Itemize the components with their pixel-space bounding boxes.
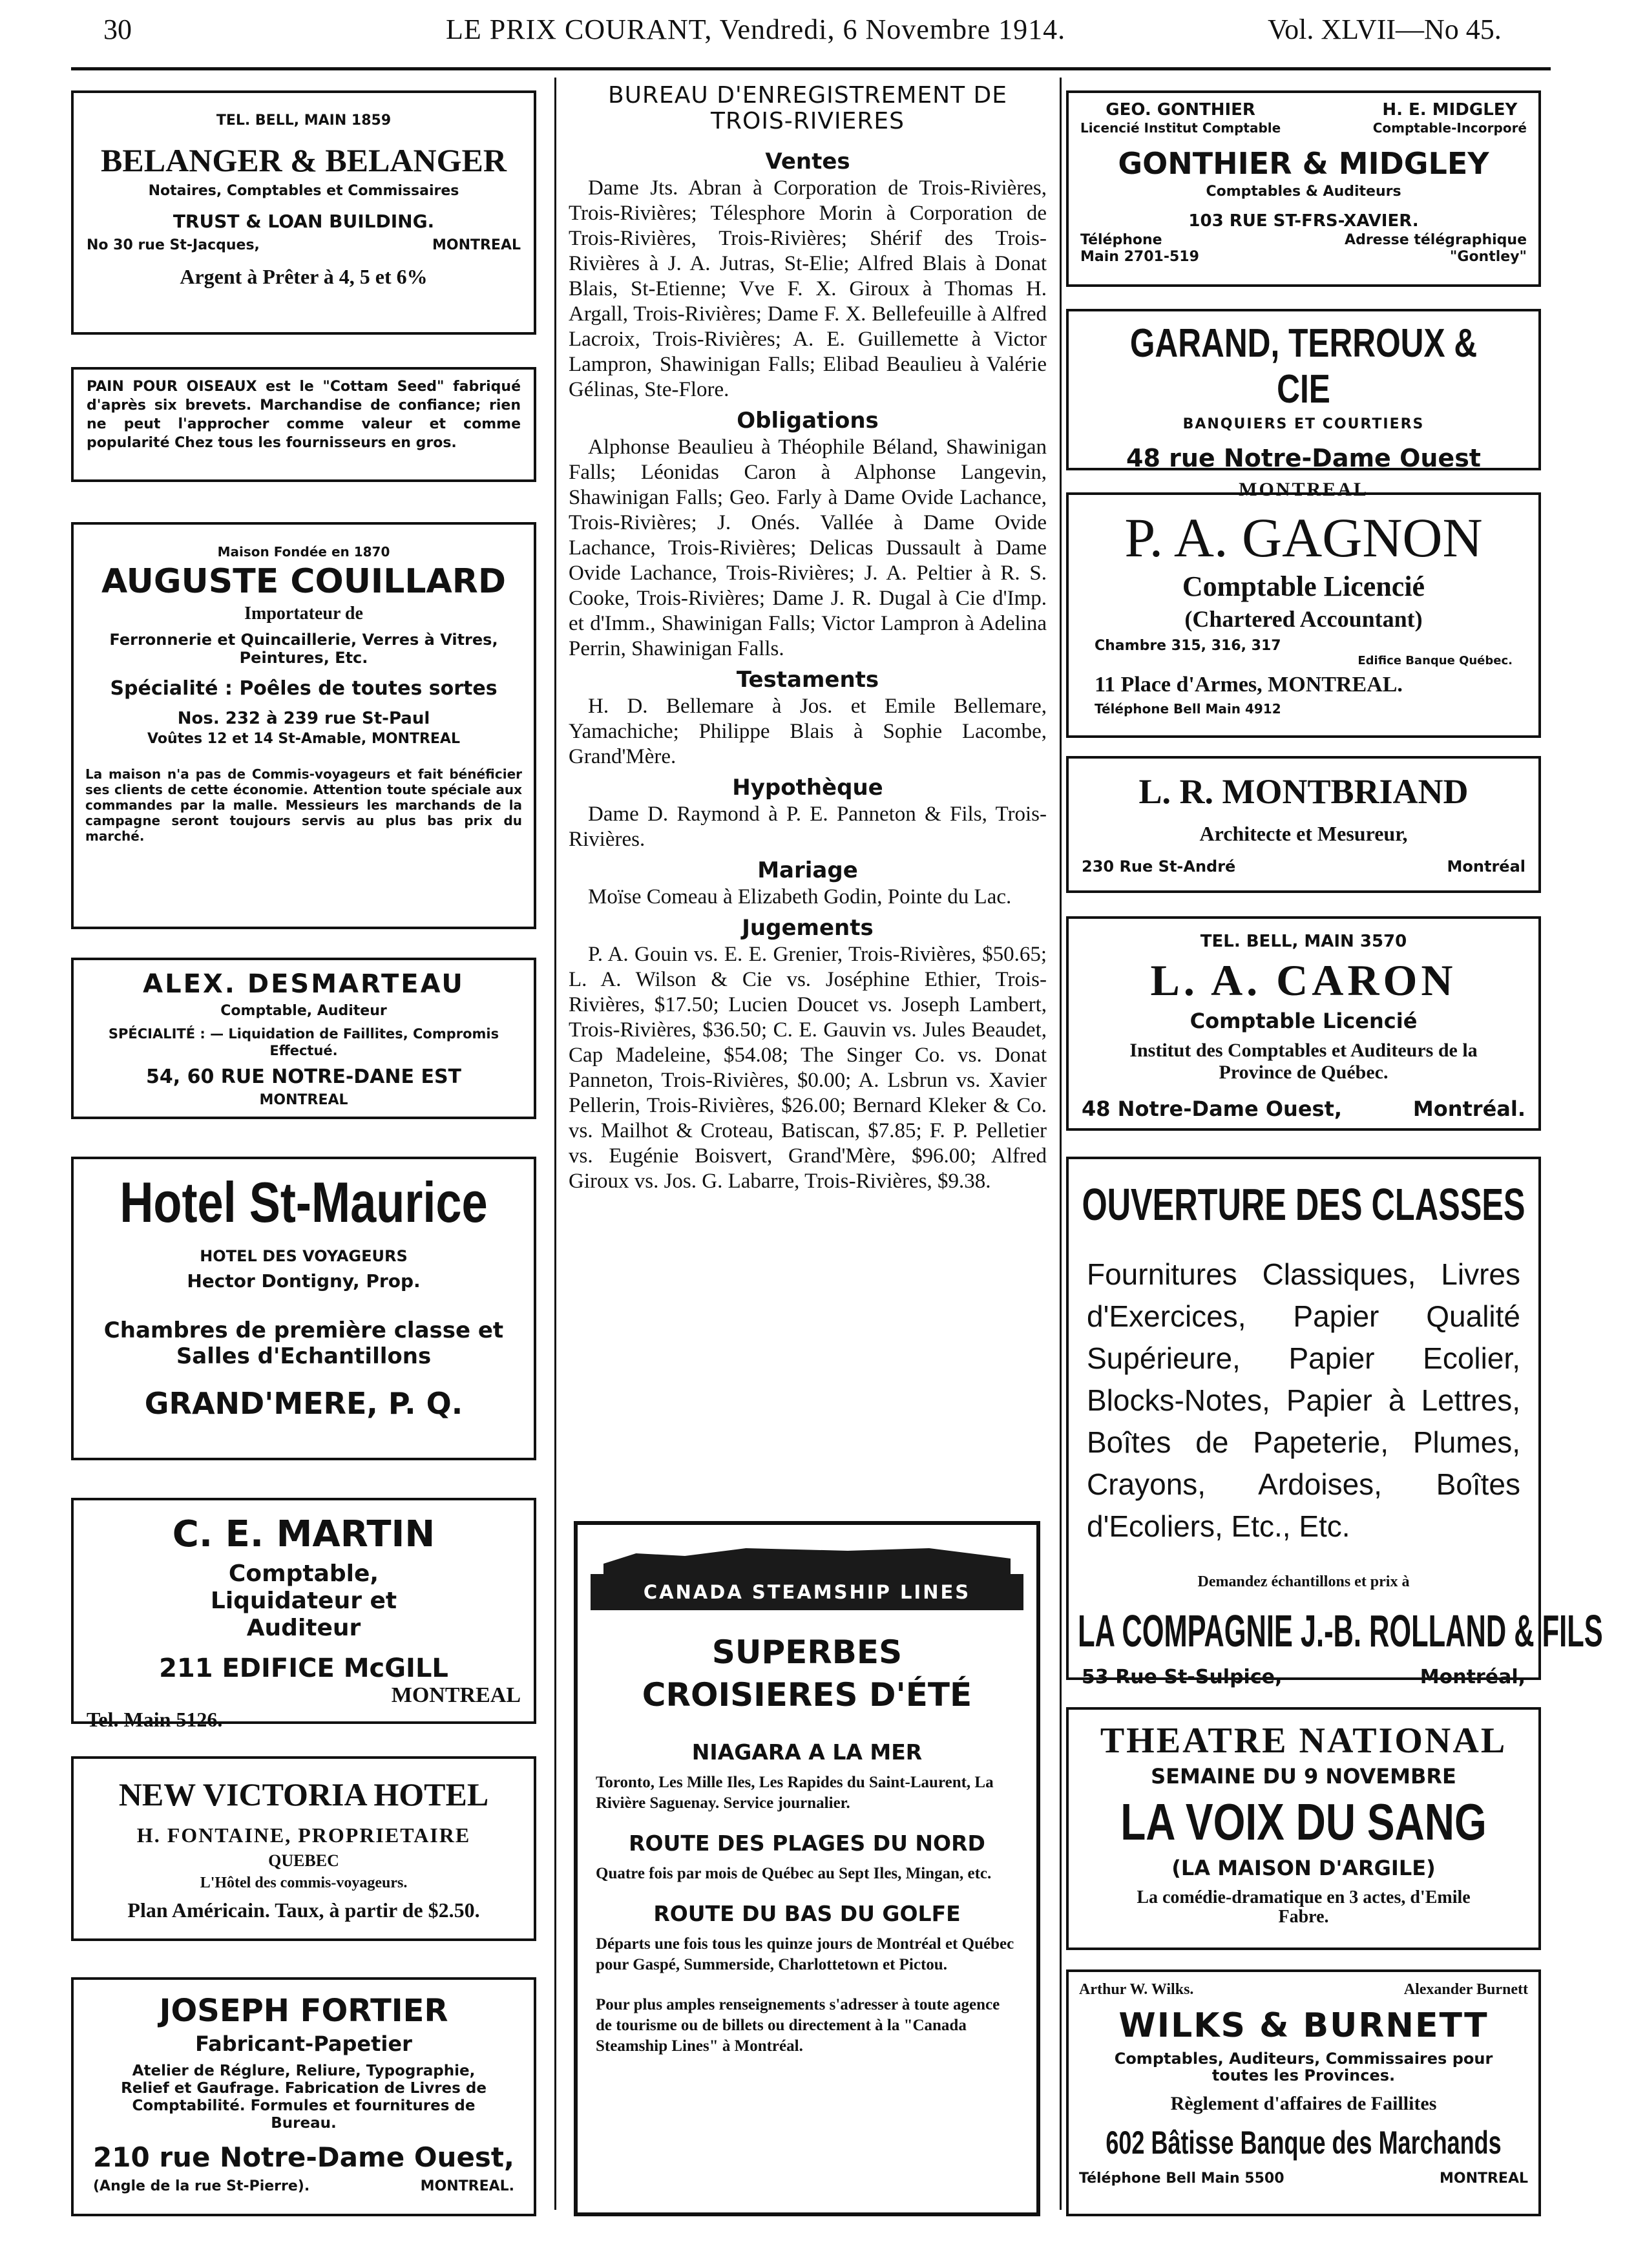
section-heading-hypotheque: Hypothèque [732, 775, 883, 801]
header-rule [71, 67, 1551, 70]
couillard-role: Importateur de [244, 604, 363, 624]
desmarteau-city: MONTREAL [259, 1092, 348, 1108]
steamship-footer: Pour plus amples renseignements s'adresser à toute agence de tourisme ou de billets ou directement à la "Canada Steamship Lines" à Montréal. [596, 1996, 1000, 2055]
couillard-address2: Voûtes 12 et 14 St-Amable, MONTREAL [147, 731, 460, 747]
steamship-s2-head: ROUTE DES PLAGES DU NORD [629, 1831, 985, 1856]
garand-name: GARAND, TERROUX & CIE [1129, 321, 1478, 412]
ad-gonthier-midgley [1066, 90, 1541, 287]
pain-text: PAIN POUR OISEAUX est le "Cottam Seed" fabriqué d'après six brevets. Marchandise de confiance; rien ne peut l'approcher comme valeur et comme popularité Chez tous les fournisseurs en gros. [87, 379, 521, 451]
fortier-city: MONTREAL. [420, 2178, 514, 2194]
martin-name: C. E. MARTIN [172, 1513, 435, 1555]
column-rule-right [1060, 78, 1062, 2210]
ship-silhouette-icon [603, 1548, 1011, 1574]
ad-wilks-burnett [1066, 1969, 1541, 2216]
section-text-mariage: Moïse Comeau à Elizabeth Godin, Pointe du Lac. [588, 885, 1012, 908]
ad-desmarteau [71, 958, 536, 1119]
ad-fortier [71, 1977, 536, 2216]
victoria-sub: L'Hôtel des commis-voyageurs. [200, 1874, 408, 1891]
ad-couillard [71, 522, 536, 929]
montbriand-address: 230 Rue St-André [1082, 857, 1236, 876]
montbriand-city: Montréal [1447, 857, 1525, 876]
ad-belanger [71, 90, 536, 335]
gagnon-address: 11 Place d'Armes, MONTREAL. [1095, 673, 1403, 697]
ad-theatre-national [1066, 1707, 1541, 1950]
wilks-city: MONTREAL [1439, 2170, 1528, 2187]
steamship-s1-text: Toronto, Les Mille Iles, Les Rapides du Saint-Laurent, La Rivière Saguenay. Service journalier. [596, 1774, 994, 1812]
gonthier-right-name: H. E. MIDGLEY [1382, 100, 1518, 120]
caron-city: Montréal. [1412, 1097, 1525, 1121]
victoria-owner: H. FONTAINE, PROPRIETAIRE [136, 1823, 471, 1847]
wilks-right: Alexander Burnett [1403, 1981, 1528, 1998]
gagnon-tel: Téléphone Bell Main 4912 [1095, 701, 1281, 717]
section-heading-jugements: Jugements [742, 915, 874, 941]
fortier-desc: Atelier de Réglure, Reliure, Typographie, Relief et Gaufrage. Fabrication de Livres de Comptabilité. Formules et fournitures de Bureau. [121, 2063, 487, 2132]
gonthier-address: 103 RUE ST-FRS-XAVIER. [1188, 211, 1419, 231]
fortier-name: JOSEPH FORTIER [159, 1993, 448, 2029]
st-maurice-name: Hotel St-Maurice [120, 1170, 488, 1234]
st-maurice-rooms: Chambres de première classe et Salles d'Echantillons [103, 1318, 504, 1369]
gagnon-name: P. A. GAGNON [1124, 507, 1483, 569]
steamship-s1-head: NIAGARA A LA MER [691, 1739, 923, 1765]
caron-inst: Institut des Comptables et Auditeurs de la Province de Québec. [1129, 1040, 1478, 1083]
belanger-tel: TEL. BELL, MAIN 1859 [216, 112, 392, 129]
section-text-testaments: H. D. Bellemare à Jos. et Emile Bellemare, Yamachiche; Philippe Blais à Sophie Lacombe, Grand'Mère. [569, 695, 1047, 768]
wilks-left: Arthur W. Wilks. [1079, 1981, 1194, 1998]
ad-rolland [1066, 1157, 1603, 1688]
section-heading-ventes: Ventes [765, 149, 850, 174]
steamship-title: SUPERBES CROISIERES D'ÉTÉ [642, 1633, 972, 1714]
garand-address: 48 rue Notre-Dame Ouest [1126, 444, 1481, 472]
ad-caron [1066, 916, 1541, 1131]
rolland-request: Demandez échantillons et prix à [1197, 1573, 1410, 1590]
rolland-address: 53 Rue St-Sulpice, [1082, 1666, 1283, 1688]
desmarteau-name: ALEX. DESMARTEAU [143, 969, 465, 999]
caron-sub: Comptable Licencié [1190, 1009, 1418, 1033]
gonthier-left-name: GEO. GONTHIER [1106, 100, 1255, 120]
section-heading-obligations: Obligations [737, 408, 879, 434]
steamship-s2-text: Quatre fois par mois de Québec au Sept Iles, Mingan, etc. [596, 1865, 992, 1882]
ad-gagnon [1066, 492, 1541, 738]
couillard-founded: Maison Fondée en 1870 [217, 544, 390, 560]
belanger-building: TRUST & LOAN BUILDING. [173, 211, 435, 232]
gonthier-telegraph-value: "Gontley" [1449, 249, 1527, 265]
wilks-faillites: Règlement d'affaires de Faillites [1170, 2093, 1437, 2114]
martin-sub: Comptable, Liquidateur et Auditeur [210, 1560, 397, 1641]
ad-pain-oiseaux [71, 367, 536, 482]
martin-address: 211 EDIFICE McGILL [159, 1654, 448, 1683]
victoria-city: QUEBEC [268, 1851, 339, 1870]
gonthier-telegraph-label: Adresse télégraphique [1345, 232, 1527, 248]
wilks-address: 602 Bâtisse Banque des Marchands [1106, 2125, 1502, 2161]
gagnon-rooms: Chambre 315, 316, 317 [1095, 638, 1281, 654]
st-maurice-sub: HOTEL DES VOYAGEURS [200, 1247, 408, 1265]
belanger-name: BELANGER & BELANGER [101, 142, 507, 178]
rolland-text: Fournitures Classiques, Livres d'Exercices, Papier Qualité Supérieure, Papier Ecolier, Blocks-Notes, Papier à Lettres, Boîtes de Papeterie, Plumes, Crayons, Ardoises, Boîtes d'Ecoliers, Etc., Etc. [1087, 1257, 1520, 1543]
fortier-corner: (Angle de la rue St-Pierre). [93, 2178, 310, 2194]
section-text-hypotheque: Dame D. Raymond à P. E. Panneton & Fils, Trois-Rivières. [569, 803, 1047, 851]
caron-name: L. A. CARON [1150, 956, 1457, 1005]
gagnon-building: Edifice Banque Québec. [1358, 654, 1513, 667]
section-text-ventes: Dame Jts. Abran à Corporation de Trois-Rivières, Trois-Rivières; Télesphore Morin à Corporation de Trois-Rivières, Trois-Rivières; Shérif des Trois-Rivières à J. A. Jutras, St-Elie; Alfred Blais à Donat Blais, St-Etienne; Vve F. X. Giroux à Thomas H. Argall, Trois-Rivières; Dame F. X. Bellefeuille à Alfred Lacroix, Trois-Rivières; A. E. Guillemette à Victor Lampron, Shawinigan Falls; Elibad Beaulieu à Valérie Gélinas, Ste-Flore. [569, 176, 1047, 401]
section-text-jugements: P. A. Gouin vs. E. E. Grenier, Trois-Rivières, $50.65; L. A. Wilson & Cie vs. Joséphine Ethier, Trois-Rivières, $17.50; Lucien Doucet vs. Joseph Lambert, Trois-Rivières, $36.50; C. E. Gauvin vs. Jules Beaudet, Cap Madeleine, $54.08; The Singer Co. vs. Donat Panneton, Trois-Rivières, $0.00; A. Lsbrun vs. Xavier Pellerin, Trois-Rivières, $26.00; Bernard Kleker & Co. vs. Mailhot & Croteau, Batiscan, $7.85; F. P. Pelletier vs. Eugénie Boisvert, Grand'Mère, $96.00; Alfred Giroux vs. Jos. G. Labarre, Trois-Rivières, $9.38. [569, 943, 1047, 1193]
theatre-play: LA VOIX DU SANG [1120, 1793, 1487, 1851]
gonthier-sub: Comptables & Auditeurs [1206, 184, 1401, 200]
gonthier-tel: Main 2701-519 [1080, 249, 1199, 265]
gonthier-tel-label: Téléphone [1080, 232, 1162, 248]
martin-tel: Tel. Main 5126. [87, 1708, 223, 1731]
martin-city: MONTREAL [391, 1683, 521, 1707]
ad-new-victoria [71, 1756, 536, 1941]
gonthier-left-sub: Licencié Institut Comptable [1080, 120, 1281, 136]
wilks-name: WILKS & BURNETT [1118, 2006, 1489, 2045]
registry-article [569, 83, 1047, 1194]
victoria-name: NEW VICTORIA HOTEL [118, 1776, 489, 1812]
garand-city: MONTREAL [1239, 479, 1368, 500]
desmarteau-sub: Comptable, Auditeur [220, 1003, 387, 1019]
column-rule-left [554, 78, 556, 2210]
gonthier-name: GONTHIER & MIDGLEY [1118, 146, 1489, 181]
gagnon-sub: Comptable Licencié [1182, 571, 1425, 602]
gagnon-sub2: (Chartered Accountant) [1184, 606, 1423, 632]
garand-sub: BANQUIERS ET COURTIERS [1182, 416, 1425, 432]
theatre-name: THEATRE NATIONAL [1100, 1721, 1507, 1761]
ad-montbriand [1066, 756, 1541, 893]
montbriand-sub: Architecte et Mesureur, [1199, 822, 1408, 845]
page-number: 30 [103, 14, 132, 45]
wilks-tel: Téléphone Bell Main 5500 [1079, 2170, 1284, 2187]
section-heading-testaments: Testaments [736, 667, 879, 693]
volume-number: Vol. XLVII—No 45. [1268, 14, 1502, 45]
theatre-alt: (LA MAISON D'ARGILE) [1171, 1856, 1436, 1880]
desmarteau-specialty: SPÉCIALITÉ : — Liquidation de Faillites, Compromis Effectué. [108, 1026, 499, 1058]
rolland-name: LA COMPAGNIE J.-B. ROLLAND & FILS [1078, 1606, 1603, 1656]
ad-hotel-st-maurice [71, 1157, 536, 1460]
masthead: LE PRIX COURANT, Vendredi, 6 Novembre 1914. [446, 14, 1066, 45]
gonthier-right-sub: Comptable-Incorporé [1372, 120, 1527, 136]
theatre-desc: La comédie-dramatique en 3 actes, d'Emile Fabre. [1137, 1887, 1471, 1927]
belanger-address: No 30 rue St-Jacques, [87, 237, 260, 253]
caron-address: 48 Notre-Dame Ouest, [1082, 1097, 1343, 1121]
belanger-loan: Argent à Prêter à 4, 5 et 6% [180, 265, 428, 288]
steamship-s3-head: ROUTE DU BAS DU GOLFE [653, 1901, 961, 1926]
fortier-sub: Fabricant-Papetier [195, 2032, 412, 2056]
registry-title: BUREAU D'ENREGISTREMENT DE TROIS-RIVIERES [607, 82, 1008, 134]
couillard-address1: Nos. 232 à 239 rue St-Paul [177, 709, 430, 728]
st-maurice-prop: Hector Dontigny, Prop. [187, 1270, 421, 1292]
couillard-specialty: Spécialité : Poêles de toutes sortes [110, 677, 498, 700]
wilks-sub: Comptables, Auditeurs, Commissaires pour toutes les Provinces. [1114, 2050, 1493, 2084]
rolland-city: Montréal, [1420, 1666, 1525, 1688]
montbriand-name: L. R. MONTBRIAND [1138, 772, 1469, 811]
belanger-city: MONTREAL [432, 237, 521, 253]
caron-tel: TEL. BELL, MAIN 3570 [1200, 932, 1407, 951]
fortier-address: 210 rue Notre-Dame Ouest, [93, 2141, 514, 2173]
section-heading-mariage: Mariage [757, 857, 858, 883]
steamship-s3-text: Départs une fois tous les quinze jours de Montréal et Québec pour Gaspé, Summerside, Charlottetown et Pictou. [596, 1935, 1014, 1973]
victoria-rate: Plan Américain. Taux, à partir de $2.50. [127, 1898, 480, 1922]
rolland-title: OUVERTURE DES CLASSES [1082, 1179, 1525, 1230]
desmarteau-address: 54, 60 RUE NOTRE-DANE EST [145, 1066, 462, 1088]
couillard-notice: La maison n'a pas de Commis-voyageurs et fait bénéficier ses clients de cette économie. Attention toute spéciale aux commandes par la malle. Messieurs les marchands de la campagne seront toujours servis au plus bas prix du marché. [85, 766, 522, 844]
steamship-banner-text: CANADA STEAMSHIP LINES [643, 1581, 971, 1603]
couillard-name: AUGUSTE COUILLARD [101, 562, 506, 601]
steamship-banner [591, 1548, 1023, 1619]
theatre-week: SEMAINE DU 9 NOVEMBRE [1151, 1764, 1456, 1789]
ad-canada-steamship [574, 1521, 1040, 2216]
ad-garand-terroux [1066, 309, 1541, 500]
couillard-goods: Ferronnerie et Quincaillerie, Verres à Vitres, Peintures, Etc. [109, 631, 498, 667]
belanger-sub: Notaires, Comptables et Commissaires [148, 183, 459, 199]
st-maurice-city: GRAND'MERE, P. Q. [144, 1386, 463, 1421]
section-text-obligations: Alphonse Beaulieu à Théophile Béland, Shawinigan Falls; Léonidas Caron à Alphonse Langevin, Shawinigan Falls; Geo. Farly à Dame Ovide Lachance, Trois-Rivières; J. Onés. Vallée à Dame Ovide Lachance, Trois-Rivières; Delicas Dussault à Dame Ovide Lachance, Trois-Rivières; J. A. Peltier à R. S. Cooke, Trois-Rivières; Dame J. R. Dugal à Cie d'Imp. et d'Imm., Shawinigan Falls; Victor Lampron à Adelina Perrin, Shawinigan Falls. [569, 436, 1047, 660]
ad-martin [71, 1498, 536, 1731]
